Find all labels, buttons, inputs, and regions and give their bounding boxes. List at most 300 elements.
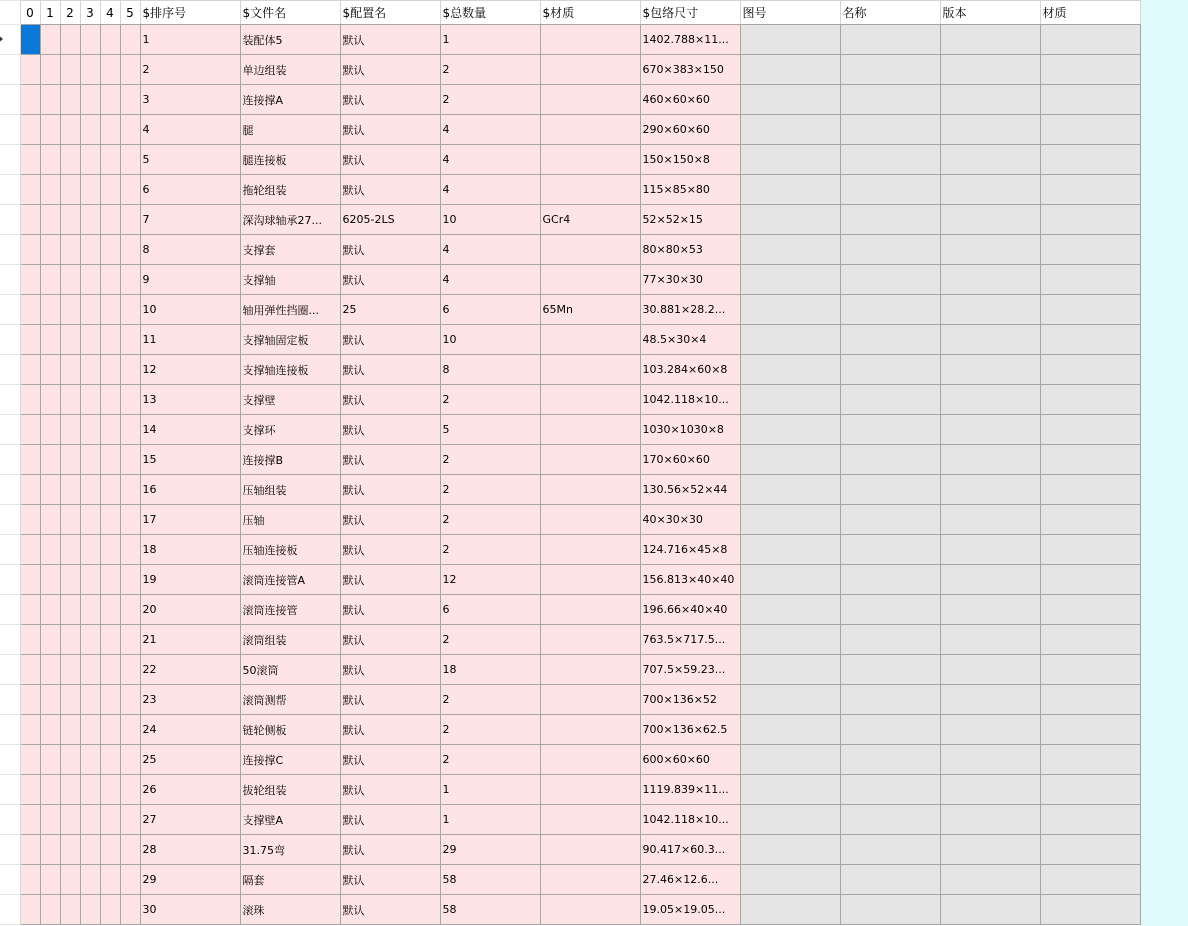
flag-cell-0[interactable] [20,325,40,355]
bounding-size-cell[interactable]: 700×136×62.5 [640,715,740,745]
material-attr-cell[interactable] [1040,625,1140,655]
material-attr-cell[interactable] [1040,655,1140,685]
material-cell[interactable]: 65Mn [540,295,640,325]
drawing-no-cell[interactable] [740,85,840,115]
bounding-size-cell[interactable]: 30.881×28.2... [640,295,740,325]
sequence-cell[interactable]: 18 [140,535,240,565]
material-cell[interactable] [540,445,640,475]
config-cell[interactable]: 默认 [340,235,440,265]
version-cell[interactable] [940,235,1040,265]
flag-cell-2[interactable] [60,445,80,475]
drawing-no-cell[interactable] [740,175,840,205]
material-cell[interactable] [540,325,640,355]
flag-cell-4[interactable] [100,385,120,415]
row-header[interactable] [0,445,20,475]
flag-cell-5[interactable] [120,595,140,625]
table-row[interactable] [0,835,1140,865]
material-attr-cell[interactable] [1040,385,1140,415]
bounding-size-cell[interactable]: 670×383×150 [640,55,740,85]
name-cell[interactable] [840,685,940,715]
quantity-cell[interactable]: 10 [440,325,540,355]
drawing-no-cell[interactable] [740,415,840,445]
flag-cell-3[interactable] [80,175,100,205]
flag-cell-4[interactable] [100,355,120,385]
filename-cell[interactable]: 腿 [240,115,340,145]
flag-cell-1[interactable] [40,625,60,655]
quantity-cell[interactable]: 18 [440,655,540,685]
flag-cell-3[interactable] [80,325,100,355]
flag-cell-3[interactable] [80,25,100,55]
name-cell[interactable] [840,445,940,475]
filename-cell[interactable]: 50滚筒 [240,655,340,685]
flag-cell-1[interactable] [40,505,60,535]
flag-cell-1[interactable] [40,55,60,85]
flag-cell-5[interactable] [120,775,140,805]
flag-cell-3[interactable] [80,895,100,925]
filename-cell[interactable]: 滚筒连接管A [240,565,340,595]
material-attr-cell[interactable] [1040,25,1140,55]
material-attr-cell[interactable] [1040,535,1140,565]
config-cell[interactable]: 25 [340,295,440,325]
filename-cell[interactable]: 压轴 [240,505,340,535]
name-cell[interactable] [840,865,940,895]
material-cell[interactable] [540,775,640,805]
name-cell[interactable] [840,655,940,685]
filename-cell[interactable]: 连接撑B [240,445,340,475]
filename-cell[interactable]: 压轴连接板 [240,535,340,565]
flag-cell-4[interactable] [100,655,120,685]
material-cell[interactable] [540,175,640,205]
bounding-size-cell[interactable]: 130.56×52×44 [640,475,740,505]
config-cell[interactable]: 默认 [340,835,440,865]
quantity-cell[interactable]: 4 [440,235,540,265]
row-header[interactable] [0,715,20,745]
flag-cell-1[interactable] [40,25,60,55]
flag-cell-1[interactable] [40,595,60,625]
version-cell[interactable] [940,295,1040,325]
flag-cell-2[interactable] [60,415,80,445]
flag-cell-0[interactable] [20,625,40,655]
table-row[interactable] [0,355,1140,385]
flag-cell-4[interactable] [100,445,120,475]
bounding-size-cell[interactable]: 1119.839×11... [640,775,740,805]
bounding-size-cell[interactable]: 19.05×19.05... [640,895,740,925]
filename-cell[interactable]: 链轮侧板 [240,715,340,745]
filename-cell[interactable]: 连接撑C [240,745,340,775]
flag-cell-2[interactable] [60,145,80,175]
sequence-cell[interactable]: 1 [140,25,240,55]
quantity-cell[interactable]: 5 [440,415,540,445]
material-attr-cell[interactable] [1040,865,1140,895]
sequence-cell[interactable]: 11 [140,325,240,355]
version-cell[interactable] [940,535,1040,565]
flag-cell-5[interactable] [120,25,140,55]
table-row[interactable] [0,115,1140,145]
material-attr-cell[interactable] [1040,835,1140,865]
drawing-no-cell[interactable] [740,655,840,685]
drawing-no-cell[interactable] [740,445,840,475]
quantity-cell[interactable]: 2 [440,475,540,505]
config-cell[interactable]: 默认 [340,475,440,505]
name-cell[interactable] [840,235,940,265]
config-cell[interactable]: 默认 [340,175,440,205]
row-header[interactable] [0,535,20,565]
table-row[interactable] [0,805,1140,835]
flag-cell-3[interactable] [80,535,100,565]
table-row[interactable] [0,895,1140,925]
sequence-cell[interactable]: 30 [140,895,240,925]
drawing-no-cell[interactable] [740,385,840,415]
quantity-cell[interactable]: 2 [440,625,540,655]
flag-cell-1[interactable] [40,475,60,505]
material-cell[interactable] [540,145,640,175]
drawing-no-cell[interactable] [740,145,840,175]
row-header[interactable] [0,115,20,145]
version-cell[interactable] [940,835,1040,865]
material-cell[interactable] [540,685,640,715]
sequence-cell[interactable]: 19 [140,565,240,595]
flag-cell-3[interactable] [80,685,100,715]
flag-cell-2[interactable] [60,505,80,535]
drawing-no-cell[interactable] [740,205,840,235]
flag-cell-0[interactable] [20,355,40,385]
row-header[interactable] [0,835,20,865]
table-row[interactable] [0,55,1140,85]
name-cell[interactable] [840,715,940,745]
sequence-cell[interactable]: 20 [140,595,240,625]
table-row[interactable] [0,625,1140,655]
flag-cell-3[interactable] [80,115,100,145]
flag-cell-5[interactable] [120,85,140,115]
config-cell[interactable]: 默认 [340,55,440,85]
material-cell[interactable] [540,655,640,685]
flag-cell-1[interactable] [40,355,60,385]
flag-cell-0[interactable] [20,55,40,85]
flag-cell-0[interactable] [20,685,40,715]
column-header-bounding-size[interactable]: $包络尺寸 [640,1,740,25]
flag-cell-1[interactable] [40,745,60,775]
flag-cell-2[interactable] [60,175,80,205]
flag-cell-1[interactable] [40,835,60,865]
table-row[interactable] [0,475,1140,505]
flag-cell-5[interactable] [120,565,140,595]
flag-cell-4[interactable] [100,565,120,595]
flag-cell-3[interactable] [80,235,100,265]
sequence-cell[interactable]: 29 [140,865,240,895]
filename-cell[interactable]: 支撑轴连接板 [240,355,340,385]
flag-cell-5[interactable] [120,535,140,565]
flag-cell-4[interactable] [100,505,120,535]
name-cell[interactable] [840,325,940,355]
material-attr-cell[interactable] [1040,205,1140,235]
material-attr-cell[interactable] [1040,325,1140,355]
material-attr-cell[interactable] [1040,295,1140,325]
table-row[interactable] [0,205,1140,235]
drawing-no-cell[interactable] [740,355,840,385]
row-header[interactable] [0,895,20,925]
flag-cell-0[interactable] [20,865,40,895]
flag-cell-4[interactable] [100,415,120,445]
filename-cell[interactable]: 滚筒连接管 [240,595,340,625]
flag-cell-4[interactable] [100,595,120,625]
bounding-size-cell[interactable]: 290×60×60 [640,115,740,145]
row-header[interactable] [0,625,20,655]
quantity-cell[interactable]: 2 [440,445,540,475]
column-header-sequence[interactable]: $排序号 [140,1,240,25]
row-header[interactable] [0,805,20,835]
quantity-cell[interactable]: 2 [440,55,540,85]
sequence-cell[interactable]: 13 [140,385,240,415]
filename-cell[interactable]: 拖轮组装 [240,175,340,205]
quantity-cell[interactable]: 10 [440,205,540,235]
sequence-cell[interactable]: 23 [140,685,240,715]
quantity-cell[interactable]: 1 [440,805,540,835]
filename-cell[interactable]: 支撑轴 [240,265,340,295]
config-cell[interactable]: 默认 [340,115,440,145]
material-cell[interactable] [540,595,640,625]
flag-cell-2[interactable] [60,85,80,115]
flag-cell-2[interactable] [60,235,80,265]
flag-cell-1[interactable] [40,805,60,835]
drawing-no-cell[interactable] [740,55,840,85]
flag-cell-5[interactable] [120,205,140,235]
bounding-size-cell[interactable]: 80×80×53 [640,235,740,265]
version-cell[interactable] [940,325,1040,355]
sequence-cell[interactable]: 22 [140,655,240,685]
row-header[interactable] [0,745,20,775]
column-header-flag-5[interactable]: 5 [120,1,140,25]
flag-cell-3[interactable] [80,145,100,175]
flag-cell-2[interactable] [60,325,80,355]
version-cell[interactable] [940,745,1040,775]
sequence-cell[interactable]: 7 [140,205,240,235]
bounding-size-cell[interactable]: 1402.788×11... [640,25,740,55]
flag-cell-1[interactable] [40,535,60,565]
name-cell[interactable] [840,895,940,925]
flag-cell-3[interactable] [80,445,100,475]
column-header-flag-4[interactable]: 4 [100,1,120,25]
bounding-size-cell[interactable]: 156.813×40×40 [640,565,740,595]
version-cell[interactable] [940,595,1040,625]
drawing-no-cell[interactable] [740,265,840,295]
table-row[interactable] [0,535,1140,565]
flag-cell-0[interactable] [20,775,40,805]
row-header[interactable] [0,415,20,445]
material-cell[interactable] [540,25,640,55]
sequence-cell[interactable]: 15 [140,445,240,475]
flag-cell-0[interactable] [20,895,40,925]
flag-cell-5[interactable] [120,355,140,385]
version-cell[interactable] [940,25,1040,55]
flag-cell-5[interactable] [120,55,140,85]
material-cell[interactable] [540,55,640,85]
config-cell[interactable]: 默认 [340,895,440,925]
sequence-cell[interactable]: 9 [140,265,240,295]
filename-cell[interactable]: 连接撑A [240,85,340,115]
flag-cell-0[interactable] [20,115,40,145]
flag-cell-2[interactable] [60,655,80,685]
bounding-size-cell[interactable]: 124.716×45×8 [640,535,740,565]
version-cell[interactable] [940,445,1040,475]
bounding-size-cell[interactable]: 1042.118×10... [640,805,740,835]
material-cell[interactable] [540,805,640,835]
version-cell[interactable] [940,895,1040,925]
flag-cell-1[interactable] [40,145,60,175]
flag-cell-5[interactable] [120,655,140,685]
flag-cell-2[interactable] [60,385,80,415]
quantity-cell[interactable]: 1 [440,775,540,805]
bounding-size-cell[interactable]: 170×60×60 [640,445,740,475]
quantity-cell[interactable]: 2 [440,745,540,775]
bounding-size-cell[interactable]: 600×60×60 [640,745,740,775]
column-header-version[interactable]: 版本 [940,1,1040,25]
material-attr-cell[interactable] [1040,265,1140,295]
config-cell[interactable]: 默认 [340,625,440,655]
column-header-flag-3[interactable]: 3 [80,1,100,25]
flag-cell-1[interactable] [40,775,60,805]
flag-cell-0[interactable] [20,265,40,295]
flag-cell-4[interactable] [100,235,120,265]
quantity-cell[interactable]: 4 [440,265,540,295]
row-header[interactable] [0,175,20,205]
row-header[interactable] [0,55,20,85]
table-row[interactable] [0,295,1140,325]
material-cell[interactable] [540,355,640,385]
version-cell[interactable] [940,415,1040,445]
flag-cell-0[interactable] [20,235,40,265]
flag-cell-2[interactable] [60,565,80,595]
flag-cell-1[interactable] [40,175,60,205]
flag-cell-3[interactable] [80,385,100,415]
flag-cell-1[interactable] [40,565,60,595]
row-header[interactable] [0,505,20,535]
name-cell[interactable] [840,625,940,655]
row-header[interactable] [0,565,20,595]
flag-cell-2[interactable] [60,535,80,565]
row-header[interactable] [0,25,20,55]
config-cell[interactable]: 默认 [340,145,440,175]
name-cell[interactable] [840,175,940,205]
name-cell[interactable] [840,535,940,565]
flag-cell-5[interactable] [120,145,140,175]
flag-cell-4[interactable] [100,25,120,55]
material-attr-cell[interactable] [1040,595,1140,625]
table-row[interactable] [0,685,1140,715]
name-cell[interactable] [840,355,940,385]
quantity-cell[interactable]: 4 [440,175,540,205]
column-header-flag-1[interactable]: 1 [40,1,60,25]
flag-cell-1[interactable] [40,385,60,415]
sequence-cell[interactable]: 27 [140,805,240,835]
column-header-material-attr[interactable]: 材质 [1040,1,1140,25]
bounding-size-cell[interactable]: 40×30×30 [640,505,740,535]
flag-cell-4[interactable] [100,775,120,805]
config-cell[interactable]: 6205-2LS [340,205,440,235]
flag-cell-5[interactable] [120,475,140,505]
version-cell[interactable] [940,475,1040,505]
filename-cell[interactable]: 支撑壁 [240,385,340,415]
flag-cell-3[interactable] [80,265,100,295]
flag-cell-5[interactable] [120,865,140,895]
flag-cell-2[interactable] [60,295,80,325]
version-cell[interactable] [940,685,1040,715]
flag-cell-0[interactable] [20,85,40,115]
flag-cell-3[interactable] [80,415,100,445]
table-row[interactable] [0,445,1140,475]
flag-cell-1[interactable] [40,115,60,145]
config-cell[interactable]: 默认 [340,865,440,895]
column-header-material[interactable]: $材质 [540,1,640,25]
name-cell[interactable] [840,55,940,85]
flag-cell-0[interactable] [20,805,40,835]
config-cell[interactable]: 默认 [340,715,440,745]
material-attr-cell[interactable] [1040,415,1140,445]
column-header-name[interactable]: 名称 [840,1,940,25]
sequence-cell[interactable]: 12 [140,355,240,385]
table-row[interactable] [0,175,1140,205]
flag-cell-5[interactable] [120,415,140,445]
name-cell[interactable] [840,145,940,175]
flag-cell-3[interactable] [80,865,100,895]
material-attr-cell[interactable] [1040,505,1140,535]
flag-cell-5[interactable] [120,895,140,925]
material-cell[interactable] [540,385,640,415]
flag-cell-3[interactable] [80,775,100,805]
bounding-size-cell[interactable]: 763.5×717.5... [640,625,740,655]
name-cell[interactable] [840,595,940,625]
bounding-size-cell[interactable]: 700×136×52 [640,685,740,715]
table-row[interactable] [0,415,1140,445]
flag-cell-0[interactable] [20,535,40,565]
table-row[interactable] [0,265,1140,295]
table-row[interactable] [0,595,1140,625]
flag-cell-2[interactable] [60,265,80,295]
drawing-no-cell[interactable] [740,295,840,325]
config-cell[interactable]: 默认 [340,445,440,475]
flag-cell-2[interactable] [60,25,80,55]
sequence-cell[interactable]: 2 [140,55,240,85]
sequence-cell[interactable]: 14 [140,415,240,445]
version-cell[interactable] [940,715,1040,745]
row-header[interactable] [0,595,20,625]
column-header-drawing-no[interactable]: 图号 [740,1,840,25]
row-header[interactable] [0,385,20,415]
filename-cell[interactable]: 腿连接板 [240,145,340,175]
flag-cell-2[interactable] [60,625,80,655]
table-row[interactable] [0,775,1140,805]
filename-cell[interactable]: 装配体5 [240,25,340,55]
sequence-cell[interactable]: 17 [140,505,240,535]
config-cell[interactable]: 默认 [340,25,440,55]
flag-cell-3[interactable] [80,295,100,325]
flag-cell-0[interactable] [20,295,40,325]
table-row[interactable] [0,505,1140,535]
version-cell[interactable] [940,355,1040,385]
bounding-size-cell[interactable]: 27.46×12.6... [640,865,740,895]
quantity-cell[interactable]: 4 [440,115,540,145]
name-cell[interactable] [840,385,940,415]
version-cell[interactable] [940,205,1040,235]
flag-cell-4[interactable] [100,715,120,745]
quantity-cell[interactable]: 6 [440,595,540,625]
flag-cell-2[interactable] [60,805,80,835]
flag-cell-3[interactable] [80,205,100,235]
version-cell[interactable] [940,115,1040,145]
material-cell[interactable] [540,475,640,505]
drawing-no-cell[interactable] [740,625,840,655]
config-cell[interactable]: 默认 [340,655,440,685]
sequence-cell[interactable]: 3 [140,85,240,115]
